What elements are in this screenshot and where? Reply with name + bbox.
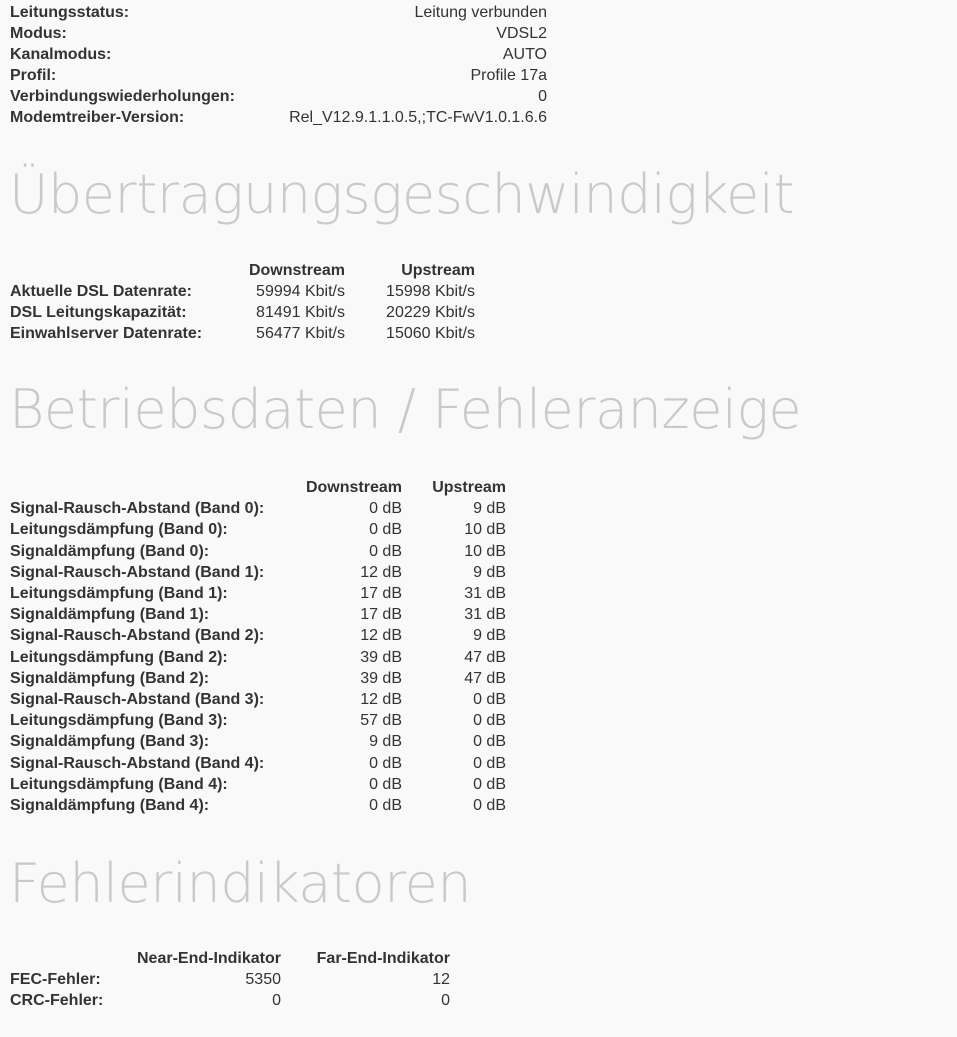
row-label: Signaldämpfung (Band 4): xyxy=(10,796,210,814)
downstream-value: 17 dB xyxy=(360,585,402,603)
table-row xyxy=(10,752,506,773)
downstream-value: 59994 Kbit/s xyxy=(256,283,345,300)
row-label: Leitungsdämpfung (Band 1): xyxy=(10,585,228,603)
table-row xyxy=(10,731,506,752)
table-row xyxy=(10,498,506,519)
row-label: Signal-Rausch-Abstand (Band 4): xyxy=(10,754,265,772)
downstream-value: 39 dB xyxy=(360,648,402,666)
row-label: Signal-Rausch-Abstand (Band 3): xyxy=(10,690,265,708)
table-row xyxy=(10,23,547,44)
row-label: Signaldämpfung (Band 3): xyxy=(10,733,210,751)
far-end-value: 12 xyxy=(432,971,450,988)
table-row xyxy=(10,107,547,128)
table-row xyxy=(10,519,506,540)
downstream-value: 0 dB xyxy=(369,796,402,814)
upstream-value: 9 dB xyxy=(473,627,506,645)
column-header-empty xyxy=(10,477,290,498)
status-label: Modemtreiber-Version: xyxy=(10,109,185,126)
row-label: Signaldämpfung (Band 1): xyxy=(10,606,210,624)
row-label: Leitungsdämpfung (Band 3): xyxy=(10,712,228,730)
row-label: Einwahlserver Datenrate: xyxy=(10,325,203,342)
downstream-value: 0 dB xyxy=(369,754,402,772)
status-label: Verbindungswiederholungen: xyxy=(10,88,235,105)
row-label: Aktuelle DSL Datenrate: xyxy=(10,283,192,300)
upstream-value: 0 dB xyxy=(473,690,506,708)
table-row xyxy=(10,990,450,1011)
row-label: Signal-Rausch-Abstand (Band 0): xyxy=(10,500,265,518)
status-value: Profile 17a xyxy=(470,67,547,84)
downstream-value: 39 dB xyxy=(360,669,402,687)
table-row xyxy=(10,86,547,107)
downstream-value: 12 dB xyxy=(360,690,402,708)
row-label: DSL Leitungskapazität: xyxy=(10,304,187,321)
table-row xyxy=(10,65,547,86)
section-title-operating-data: Betriebsdaten / Fehleranzeige xyxy=(9,378,802,441)
status-value: 0 xyxy=(538,88,547,105)
near-end-value: 0 xyxy=(272,992,281,1009)
table-row xyxy=(10,710,506,731)
row-label: Signaldämpfung (Band 0): xyxy=(10,542,210,560)
section-title-transfer-speed: Übertragungsgeschwindigkeit xyxy=(9,163,795,226)
upstream-value: 0 dB xyxy=(473,775,506,793)
far-end-value: 0 xyxy=(441,992,450,1009)
downstream-value: 0 dB xyxy=(369,500,402,518)
downstream-value: 0 dB xyxy=(369,542,402,560)
table-row xyxy=(10,583,506,604)
status-value: VDSL2 xyxy=(496,25,547,42)
table-header-row xyxy=(10,477,506,498)
upstream-value: 0 dB xyxy=(473,796,506,814)
table-row xyxy=(10,689,506,710)
column-header-empty xyxy=(10,260,220,281)
downstream-value: 56477 Kbit/s xyxy=(256,325,345,342)
row-label: Signaldämpfung (Band 2): xyxy=(10,669,210,687)
table-row xyxy=(10,562,506,583)
table-row xyxy=(10,604,506,625)
downstream-value: 57 dB xyxy=(360,712,402,730)
downstream-value: 12 dB xyxy=(360,627,402,645)
column-header-downstream: Downstream xyxy=(248,262,345,279)
table-row xyxy=(10,2,547,23)
table-header-row xyxy=(10,948,450,969)
status-label: Leitungsstatus: xyxy=(10,4,130,21)
transfer-speed-table xyxy=(10,260,475,344)
table-header-row xyxy=(10,260,475,281)
upstream-value: 31 dB xyxy=(464,606,506,624)
downstream-value: 0 dB xyxy=(369,775,402,793)
table-row xyxy=(10,625,506,646)
upstream-value: 0 dB xyxy=(473,712,506,730)
column-header-empty xyxy=(10,948,110,969)
row-label: Leitungsdämpfung (Band 4): xyxy=(10,775,228,793)
upstream-value: 10 dB xyxy=(464,542,506,560)
table-row xyxy=(10,969,450,990)
column-header-far-end: Far-End-Indikator xyxy=(316,950,450,967)
table-row xyxy=(10,323,475,344)
upstream-value: 9 dB xyxy=(473,563,506,581)
downstream-value: 17 dB xyxy=(360,606,402,624)
table-row xyxy=(10,647,506,668)
upstream-value: 47 dB xyxy=(464,669,506,687)
table-row xyxy=(10,668,506,689)
upstream-value: 15998 Kbit/s xyxy=(386,283,475,300)
downstream-value: 9 dB xyxy=(369,733,402,751)
row-label: CRC-Fehler: xyxy=(10,992,104,1009)
upstream-value: 0 dB xyxy=(473,733,506,751)
column-header-near-end: Near-End-Indikator xyxy=(136,950,281,967)
error-indicators-table xyxy=(10,948,450,1011)
row-label: Signal-Rausch-Abstand (Band 1): xyxy=(10,563,265,581)
upstream-value: 47 dB xyxy=(464,648,506,666)
table-row xyxy=(10,541,506,562)
column-header-downstream: Downstream xyxy=(305,479,402,497)
status-label: Kanalmodus: xyxy=(10,46,112,63)
upstream-value: 15060 Kbit/s xyxy=(386,325,475,342)
row-label: Signal-Rausch-Abstand (Band 2): xyxy=(10,627,265,645)
downstream-value: 12 dB xyxy=(360,563,402,581)
column-header-upstream: Upstream xyxy=(401,262,475,279)
line-status-table xyxy=(10,2,547,128)
row-label: FEC-Fehler: xyxy=(10,971,101,988)
upstream-value: 20229 Kbit/s xyxy=(386,304,475,321)
upstream-value: 9 dB xyxy=(473,500,506,518)
row-label: Leitungsdämpfung (Band 0): xyxy=(10,521,228,539)
table-row xyxy=(10,44,547,65)
table-row xyxy=(10,774,506,795)
status-value: Rel_V12.9.1.1.0.5,;TC-FwV1.0.1.6.6 xyxy=(289,109,547,126)
table-row xyxy=(10,302,475,323)
upstream-value: 31 dB xyxy=(464,585,506,603)
status-label: Modus: xyxy=(10,25,67,42)
upstream-value: 10 dB xyxy=(464,521,506,539)
row-label: Leitungsdämpfung (Band 2): xyxy=(10,648,228,666)
downstream-value: 81491 Kbit/s xyxy=(256,304,345,321)
near-end-value: 5350 xyxy=(245,971,281,988)
operating-data-table xyxy=(10,477,506,816)
status-label: Profil: xyxy=(10,67,57,84)
table-row xyxy=(10,795,506,816)
status-value: AUTO xyxy=(502,46,547,63)
section-title-error-indicators: Fehlerindikatoren xyxy=(9,852,472,915)
upstream-value: 0 dB xyxy=(473,754,506,772)
column-header-upstream: Upstream xyxy=(432,479,506,497)
status-value: Leitung verbunden xyxy=(414,4,547,21)
downstream-value: 0 dB xyxy=(369,521,402,539)
table-row xyxy=(10,281,475,302)
